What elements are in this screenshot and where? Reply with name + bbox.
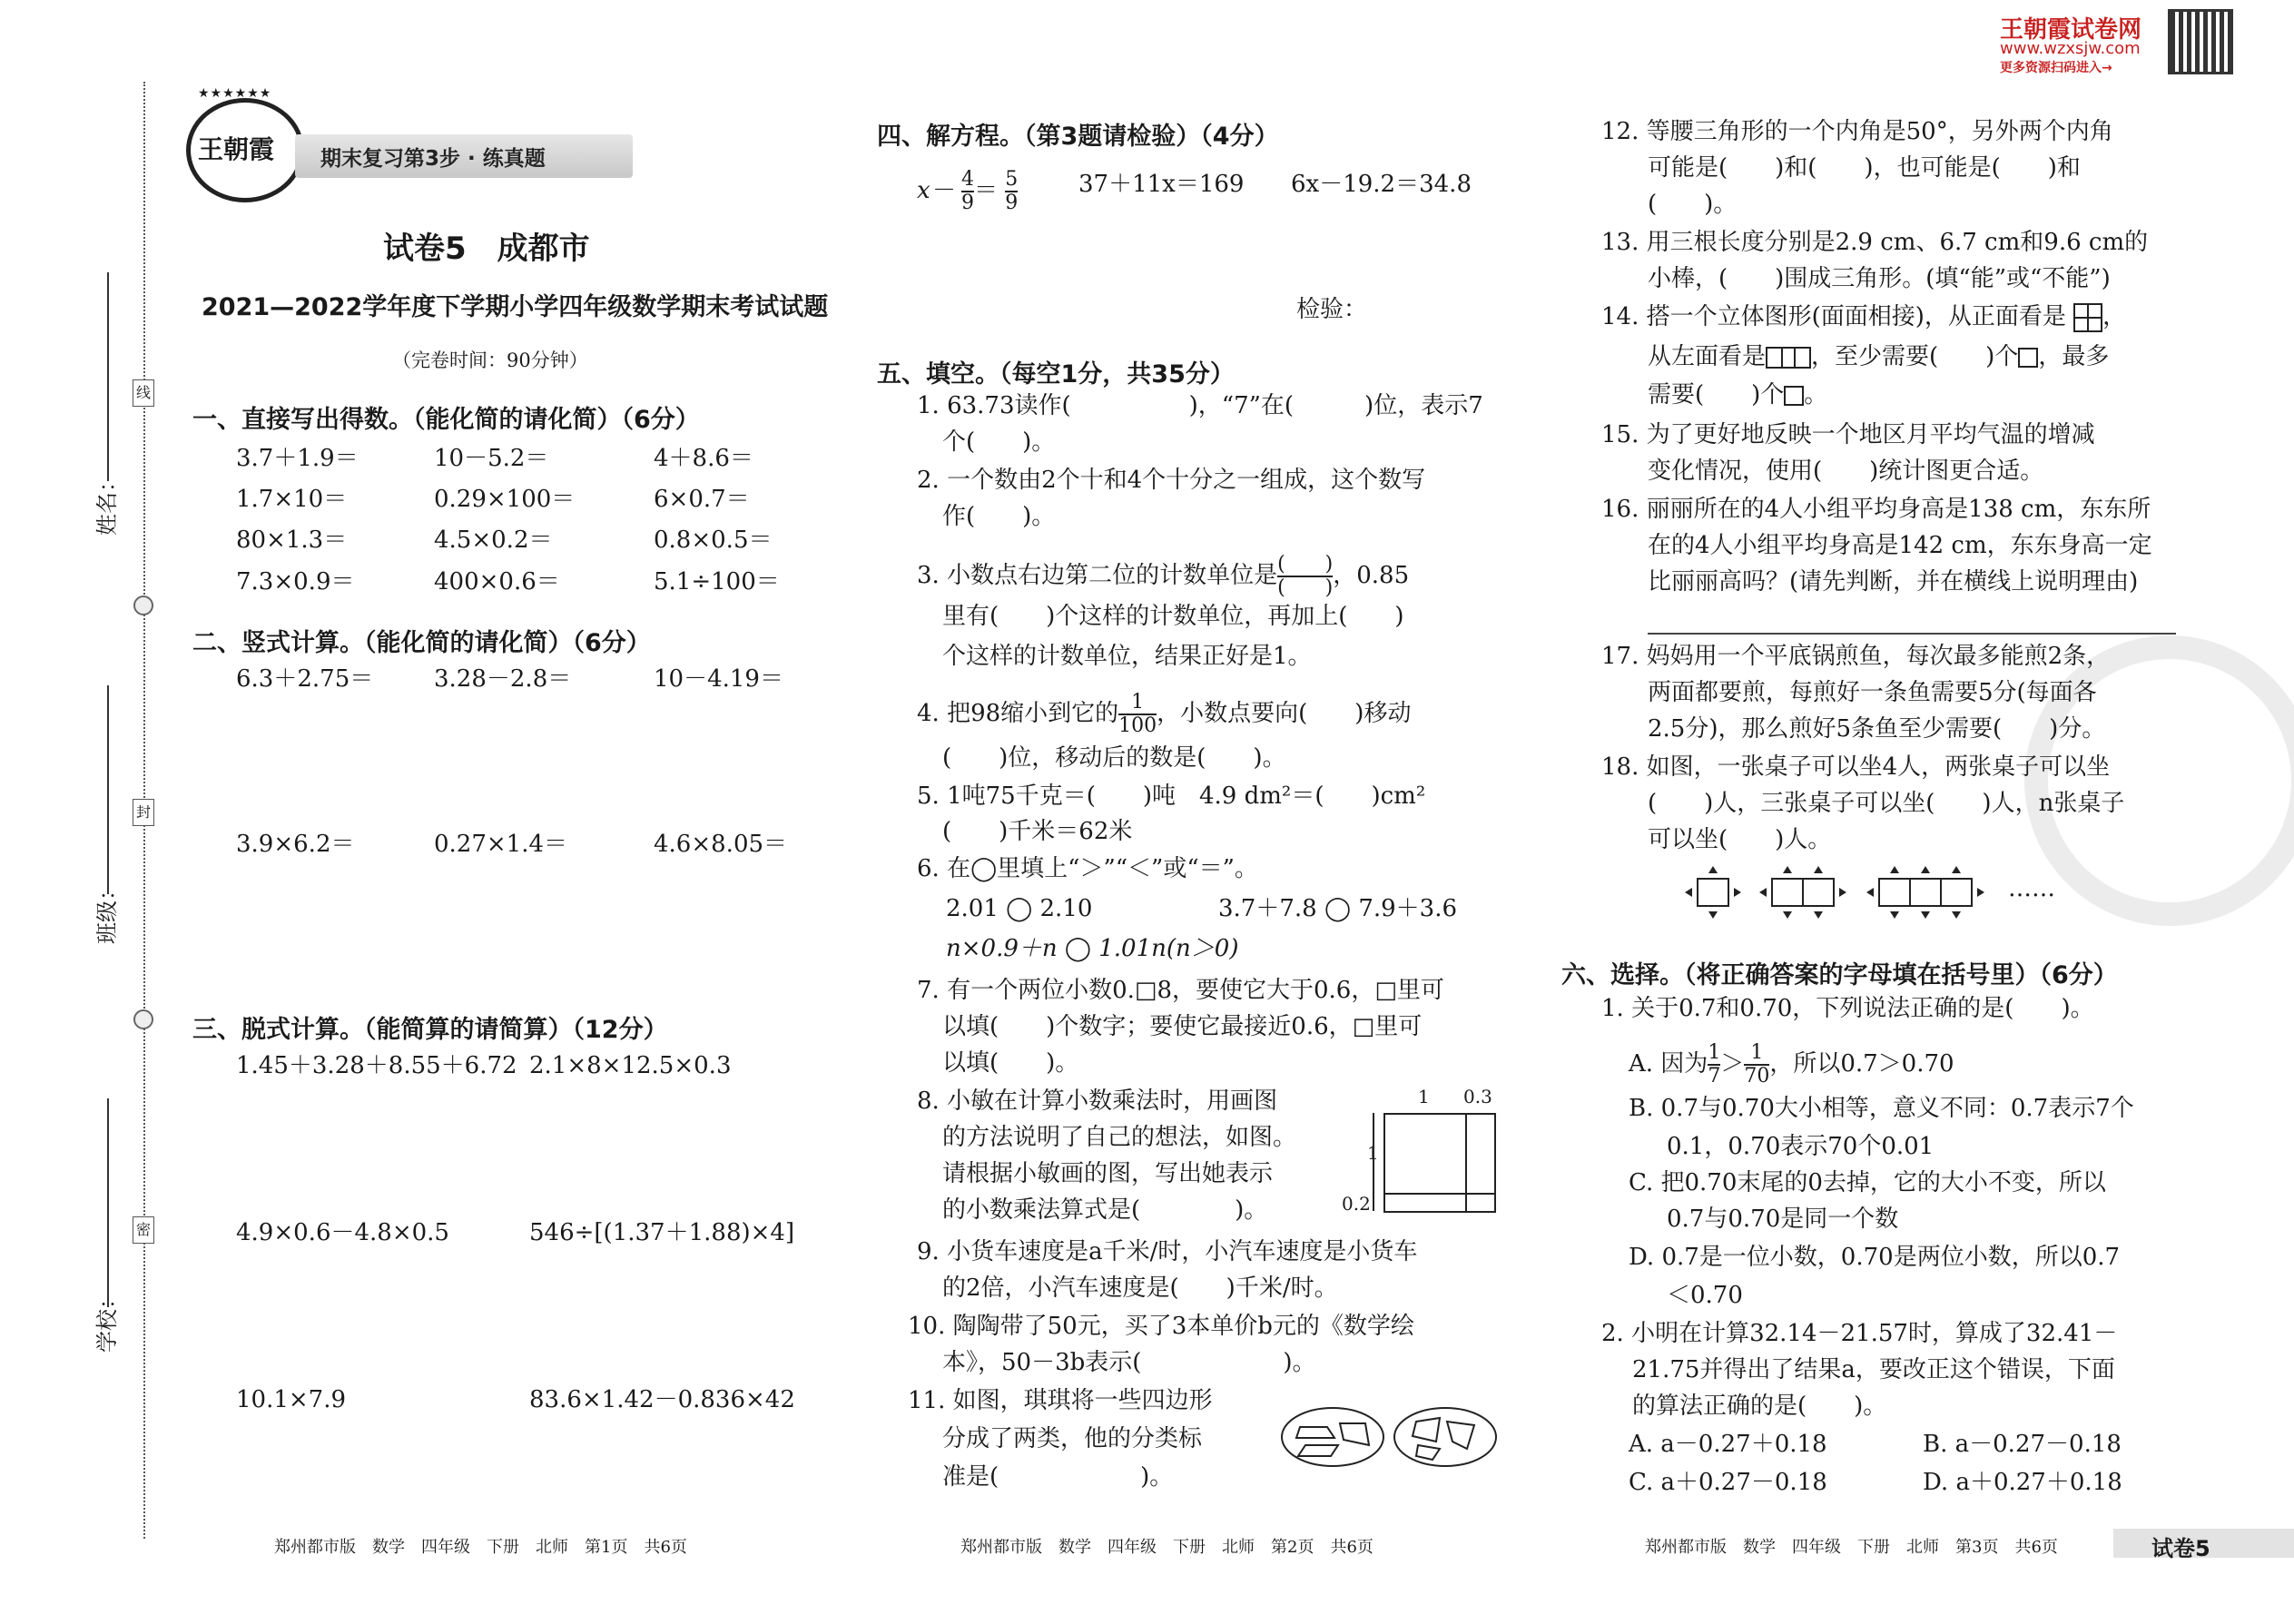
q7-line: 以填( )。 xyxy=(942,1049,1079,1077)
q5-line: ( )千米＝62米 xyxy=(942,818,1133,845)
q9-line: 的2倍，小汽车速度是( )千米/时。 xyxy=(942,1275,1338,1302)
cube-icon xyxy=(2018,348,2038,368)
c1-option-c: C. 把0.70末尾的0去掉，它的大小不变，所以 xyxy=(1629,1169,2106,1196)
q3-line: 里有( )个这样的计数单位，再加上( ) xyxy=(942,603,1404,630)
q8-line: 的小数乘法算式是( )。 xyxy=(942,1196,1268,1224)
q6-line: 2.01 ◯ 2.10 xyxy=(946,895,1093,922)
s3-item: 4.9×0.6－4.8×0.5 xyxy=(236,1219,449,1246)
s2-item: 6.3＋2.75＝ xyxy=(236,665,374,693)
q3-line: 个这样的计数单位，结果正好是1。 xyxy=(942,643,1312,670)
c2-option-c: C. a＋0.27－0.18 xyxy=(1629,1469,1827,1496)
q13-line: 小棒，( )围成三角形。(填“能”或“不能”) xyxy=(1648,265,2111,292)
site-tip: 更多资源扫码进入→ xyxy=(2000,61,2112,75)
section-banner xyxy=(295,134,633,178)
q11-line: 准是( )。 xyxy=(942,1463,1174,1491)
class-label: 班级： xyxy=(94,879,120,944)
q12-line: ( )。 xyxy=(1648,191,1738,218)
q12-line: 12. 等腰三角形的一个内角是50°，另外两个内角 xyxy=(1601,118,2113,145)
s3-item: 1.45＋3.28＋8.55＋6.72 xyxy=(236,1052,517,1079)
q14-line: 从左面看是 ，至少需要( )个 ，最多 xyxy=(1648,343,2110,370)
s1-item: 3.7＋1.9＝ xyxy=(236,445,359,472)
s2-item: 4.6×8.05＝ xyxy=(654,831,788,858)
multiplication-area-figure xyxy=(1342,1086,1498,1218)
q16-answer-line[interactable] xyxy=(1648,633,2176,635)
q8-line: 请根据小敏画的图，写出她表示 xyxy=(942,1160,1274,1187)
group-ellipse-2 xyxy=(1394,1408,1496,1466)
trapezoid-shape xyxy=(1340,1423,1369,1445)
qr-code-icon[interactable] xyxy=(2168,9,2233,74)
c1-option-d: D. 0.7是一位小数，0.70是两位小数，所以0.7 xyxy=(1629,1244,2121,1271)
q18-line: 可以坐( )人。 xyxy=(1648,826,1832,853)
q2-line: 2. 一个数由2个十和4个十分之一组成，这个数写 xyxy=(917,467,1426,494)
footer-tab-label: 试卷5 xyxy=(2151,1536,2210,1561)
trapezoid-shape xyxy=(1296,1427,1334,1438)
s1-item: 6×0.7＝ xyxy=(654,486,750,513)
one-table xyxy=(1685,866,1741,919)
exam-subtitle: 2021—2022学年度下学期小学四年级数学期末考试试题 xyxy=(202,293,829,321)
equation-1: x－ $\frac{4}{9}$ ＝ $\frac{5}{9}$ xyxy=(917,168,1019,214)
s3-item: 10.1×7.9 xyxy=(236,1386,347,1413)
footer-page2: 郑州都市版 数学 四年级 下册 北师 第2页 共6页 xyxy=(960,1538,1373,1557)
three-tables xyxy=(1866,866,1984,919)
figure-label-left2: 0.2 xyxy=(1342,1193,1371,1215)
q18-line: 18. 如图，一张桌子可以坐4人，两张桌子可以坐 xyxy=(1601,753,2111,781)
figure-divider-v xyxy=(1465,1113,1467,1211)
equation-2: 37＋11x＝169 xyxy=(1078,171,1245,198)
quadrilateral-shape xyxy=(1447,1422,1474,1449)
q17-line: 17. 妈妈用一个平底锅煎鱼，每次最多能煎2条， xyxy=(1601,643,2111,670)
q15-line: 15. 为了更好地反映一个地区月平均气温的增减 xyxy=(1601,421,2095,448)
section4-heading: 四、解方程。（第3题请检验）（4分） xyxy=(877,123,1279,151)
s2-item: 10－4.19＝ xyxy=(654,665,783,693)
cube-icon xyxy=(1784,386,1804,406)
seal-char-feng: 封 xyxy=(133,799,154,826)
s1-item: 10－5.2＝ xyxy=(434,445,549,472)
c1-option-c: 0.7与0.70是同一个数 xyxy=(1667,1206,1899,1233)
q17-line: 2.5分)，那么煎好5条鱼至少需要( )分。 xyxy=(1648,715,2106,743)
q6-line: n×0.9＋n ◯ 1.01n(n＞0) xyxy=(946,935,1239,962)
c1-question: 1. 关于0.7和0.70，下列说法正确的是( )。 xyxy=(1601,995,2094,1022)
site-url: www.wzxsjw.com xyxy=(2000,39,2141,58)
c2-option-a: A. a－0.27＋0.18 xyxy=(1629,1431,1827,1458)
q13-line: 13. 用三根长度分别是2.9 cm、6.7 cm和9.6 cm的 xyxy=(1601,229,2149,256)
figure-label-top1: 1 xyxy=(1418,1086,1430,1107)
s3-item: 546÷[(1.37＋1.88)×4] xyxy=(529,1219,795,1246)
class-field[interactable] xyxy=(107,685,109,894)
s1-item: 400×0.6＝ xyxy=(434,568,560,595)
c1-option-a: A. 因为 $\frac{1}{7}$ ＞ $\frac{1}{70}$ ，所以0.7＞0.70 xyxy=(1629,1041,1954,1088)
q10-line: 10. 陶陶带了50元，买了3本单价b元的《数学绘 xyxy=(908,1313,1414,1340)
q6-line: 6. 在◯里填上“＞”“＜”或“＝”。 xyxy=(917,855,1258,882)
banner-text: 期末复习第3步 · 练真题 xyxy=(320,147,546,171)
q2-line: 作( )。 xyxy=(942,503,1056,530)
q16-line: 16. 丽丽所在的4人小组平均身高是138 cm，东东所 xyxy=(1601,496,2151,523)
footer-tab xyxy=(2113,1529,2294,1561)
q17-line: 两面都要煎，每煎好一条鱼需要5分(每面各 xyxy=(1648,679,2097,706)
section1-heading: 一、直接写出得数。（能化简的请化简）（6分） xyxy=(192,406,700,434)
school-field[interactable] xyxy=(107,1098,109,1307)
figure-square xyxy=(1383,1113,1496,1213)
q14-line: 14. 搭一个立体图形(面面相接)，从正面看是 ， xyxy=(1601,303,2127,330)
brand-logo xyxy=(186,86,304,202)
q4-line: 4. 把98缩小到它的 $\frac{1}{100}$ ，小数点要向( )移动 xyxy=(917,691,1412,737)
q18-line: ( )人，三张桌子可以坐( )人，n张桌子 xyxy=(1648,790,2125,817)
s1-item: 4＋8.6＝ xyxy=(654,445,753,472)
q1-line: 1. 63.73读作( )，“7”在( )位，表示7 xyxy=(917,392,1483,419)
q6-line: 3.7＋7.8 ◯ 7.9＋3.6 xyxy=(1218,895,1458,922)
tables-pattern-figure xyxy=(1679,864,2061,920)
c2-option-b: B. a－0.27－0.18 xyxy=(1923,1431,2122,1458)
figure-label-left1: 1 xyxy=(1367,1142,1379,1164)
s2-item: 0.27×1.4＝ xyxy=(434,831,568,858)
name-label: 姓名： xyxy=(94,470,120,536)
q8-line: 8. 小敏在计算小数乘法时，用画图 xyxy=(917,1088,1278,1115)
q12-line: 可能是( )和( )，也可能是( )和 xyxy=(1648,154,2081,182)
q11-line: 分成了两类，他的分类标 xyxy=(942,1425,1203,1452)
figure-label-top2: 0.3 xyxy=(1463,1086,1492,1107)
q7-line: 7. 有一个两位小数0.□8，要使它大于0.6，□里可 xyxy=(917,977,1444,1004)
front-view-icon xyxy=(2073,303,2102,332)
quadrilateral-groups-figure xyxy=(1280,1405,1502,1469)
q5-line: 5. 1吨75千克＝( )吨 4.9 dm²＝( )cm² xyxy=(917,782,1426,810)
q16-line: 在的4人小组平均身高是142 cm，东东身高一定 xyxy=(1648,532,2152,559)
exam-time: （完卷时间：90分钟） xyxy=(392,349,588,371)
binding-hole-icon xyxy=(133,595,153,615)
s1-item: 80×1.3＝ xyxy=(236,527,348,554)
logo-text: 王朝霞 xyxy=(198,134,275,164)
c2-question: 的算法正确的是( )。 xyxy=(1632,1393,1887,1420)
q10-line: 本》，50－3b表示( )。 xyxy=(942,1349,1316,1376)
figure-arrow-left xyxy=(1373,1113,1374,1211)
two-tables xyxy=(1759,866,1846,919)
exam-title: 试卷5 成都市 xyxy=(383,231,590,267)
s3-item: 2.1×8×12.5×0.3 xyxy=(529,1052,732,1079)
binding-hole-icon xyxy=(133,1009,153,1029)
s1-item: 5.1÷100＝ xyxy=(654,568,780,595)
equation-3: 6x－19.2＝34.8 xyxy=(1291,171,1472,198)
quadrilateral-shape xyxy=(1413,1418,1440,1442)
section2-heading: 二、竖式计算。（能化简的请化简）（6分） xyxy=(192,629,651,657)
s1-item: 4.5×0.2＝ xyxy=(434,527,553,554)
s3-item: 83.6×1.42－0.836×42 xyxy=(529,1386,795,1413)
section3-heading: 三、脱式计算。（能简算的请简算）（12分） xyxy=(192,1016,668,1044)
footer-page1: 郑州都市版 数学 四年级 下册 北师 第1页 共6页 xyxy=(274,1538,687,1557)
quadrilateral-shape xyxy=(1416,1445,1440,1460)
q16-line: 比丽丽高吗？(请先判断，并在横线上说明理由) xyxy=(1648,568,2139,595)
q1-line: 个( )。 xyxy=(942,428,1056,456)
logo-stars-icon: ★★★★★★ xyxy=(198,86,272,101)
q3-line: 3. 小数点右边第二位的计数单位是 ( ) ( ) ，0.85 xyxy=(917,553,1410,599)
c2-option-d: D. a＋0.27＋0.18 xyxy=(1923,1469,2122,1496)
c2-question: 21.75并得出了结果a，要改正这个错误，下面 xyxy=(1632,1356,2115,1383)
school-label: 学校： xyxy=(94,1287,120,1353)
s2-item: 3.28－2.8＝ xyxy=(434,665,572,693)
q11-line: 11. 如图，琪琪将一些四边形 xyxy=(908,1387,1213,1414)
left-view-icon xyxy=(1766,347,1811,369)
q7-line: 以填( )个数字；要使它最接近0.6，□里可 xyxy=(942,1013,1423,1040)
c2-question: 2. 小明在计算32.14－21.57时，算成了32.41－ xyxy=(1601,1320,2118,1347)
footer-page3: 郑州都市版 数学 四年级 下册 北师 第3页 共6页 xyxy=(1645,1538,2058,1557)
s1-item: 0.8×0.5＝ xyxy=(654,527,773,554)
s1-item: 7.3×0.9＝ xyxy=(236,568,355,595)
section5-heading: 五、填空。（每空1分，共35分） xyxy=(877,360,1235,389)
q14-line: 需要( )个 。 xyxy=(1648,381,1828,408)
c1-option-b: B. 0.7与0.70大小相等，意义不同：0.7表示7个 xyxy=(1629,1095,2134,1122)
seal-char-xian: 线 xyxy=(133,379,154,407)
q15-line: 变化情况，使用( )统计图更合适。 xyxy=(1648,458,2044,485)
c1-option-b: 0.1，0.70表示70个0.01 xyxy=(1667,1133,1935,1160)
q9-line: 9. 小货车速度是a千米/时，小汽车速度是小货车 xyxy=(917,1238,1418,1265)
s1-item: 1.7×10＝ xyxy=(236,486,348,513)
c1-option-d: ＜0.70 xyxy=(1667,1282,1743,1309)
section6-heading: 六、选择。（将正确答案的字母填在括号里）（6分） xyxy=(1561,961,2118,989)
s2-item: 3.9×6.2＝ xyxy=(236,831,355,858)
check-label: 检验： xyxy=(1296,296,1368,323)
seal-char-mi: 密 xyxy=(133,1216,154,1244)
q18-ellipsis: …… xyxy=(2008,875,2055,902)
q4-line: ( )位，移动后的数是( )。 xyxy=(942,744,1286,772)
parallelogram-shape xyxy=(1298,1445,1338,1456)
s1-item: 0.29×100＝ xyxy=(434,486,576,513)
site-name: 王朝霞试卷网 xyxy=(2000,16,2142,44)
name-field[interactable] xyxy=(107,272,109,481)
q8-line: 的方法说明了自己的想法，如图。 xyxy=(942,1124,1297,1151)
figure-divider-h xyxy=(1383,1193,1494,1195)
